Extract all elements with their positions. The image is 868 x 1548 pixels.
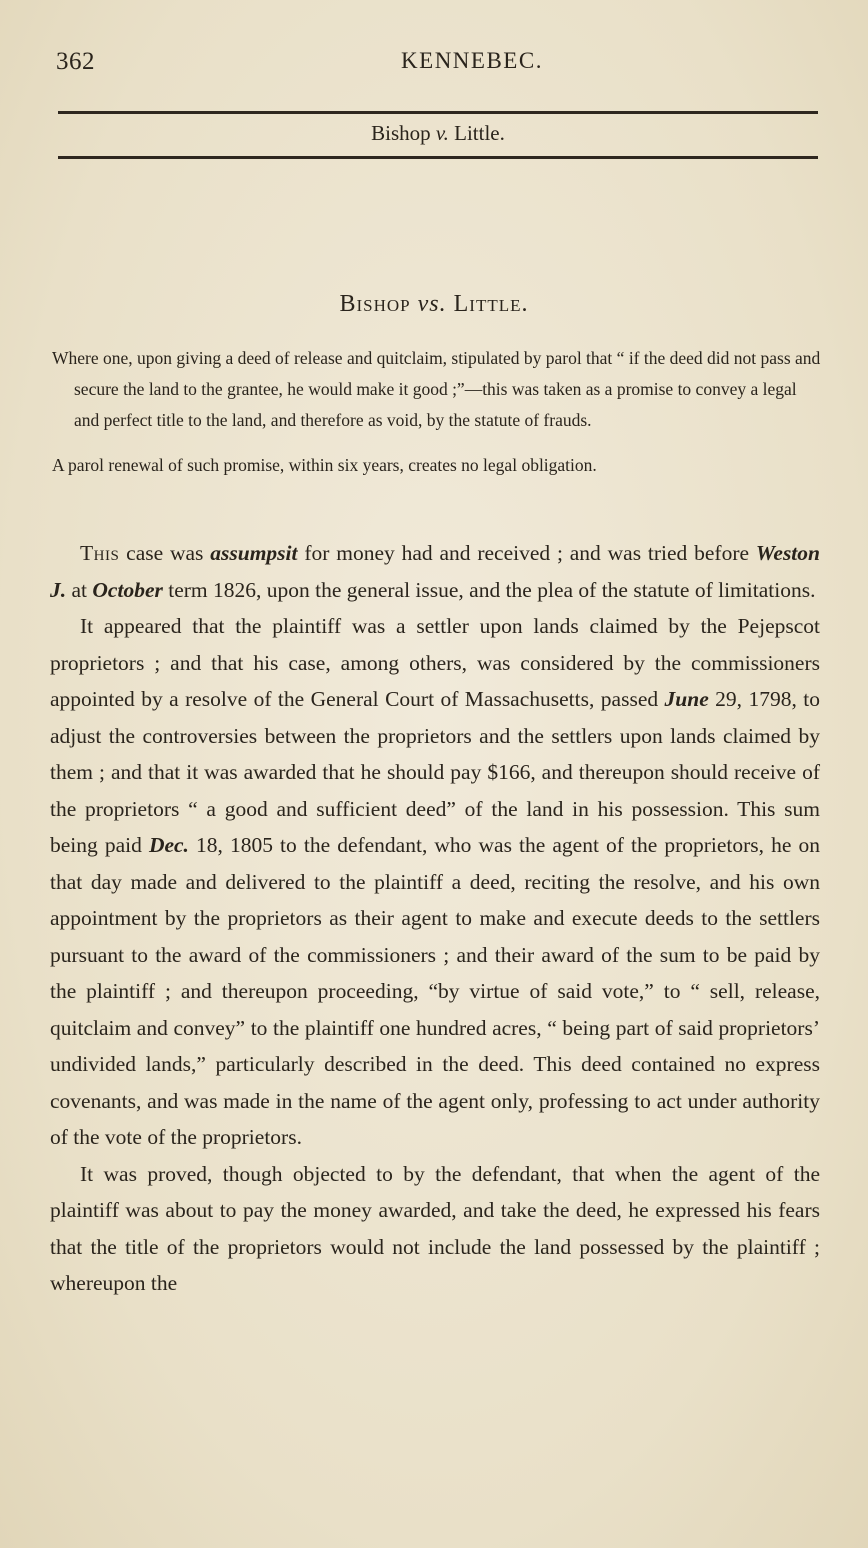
italic-run: Weston J. (50, 541, 820, 602)
headnotes (52, 343, 822, 481)
italic-run: Dec. (148, 833, 189, 857)
heading-party-right: Little. (453, 291, 529, 317)
caption-party-right: Little. (454, 121, 505, 145)
case-heading (0, 291, 868, 318)
text-run: It appeared that the plaintiff was a settler upon lands claimed by the Pejepscot proprietors ; and that his case, among others, was considered by the commissioners appointed by a resolve of the General Court of Massachusetts, passed (50, 614, 820, 711)
paragraph (50, 608, 820, 1156)
caption-versus: v. (435, 121, 449, 145)
text-run: term 1826, upon the general issue, and the plea of the statute of limitations. (162, 577, 816, 602)
body-text (50, 535, 820, 1302)
paragraph: It was proved, though objected to by the defendant, that when the agent of the plaintiff was about to pay the money awarded, and take the deed, he expressed his fears that the title of the proprietors would not include the land possessed by the plaintiff ; whereupon the (50, 1161, 820, 1295)
headnote: A parol renewal of such promise, within six years, creates no legal obligation. (52, 455, 597, 475)
page-number: 362 (56, 48, 95, 75)
paragraph (50, 535, 820, 608)
running-title: KENNEBEC. (401, 48, 543, 73)
paragraph-lead: This (80, 541, 120, 565)
text-run: for money had and received ; and was tried before (297, 541, 756, 565)
heading-party-left: Bishop (339, 291, 411, 317)
italic-run: October (92, 577, 163, 602)
headnote: Where one, upon giving a deed of release and quitclaim, stipulated by parol that “ if the deed did not pass and secure the land to the grantee, he would make it good ;”—this was taken as a promise to convey a legal and perfect title to the land, and therefore as void, by the statute of frauds. (52, 348, 821, 430)
italic-run: assumpsit (210, 541, 298, 565)
text-run: 29, 1798, to adjust the controversies between the proprietors and the settlers upon lands claimed by them ; and that it was awarded that he should pay $166, and thereupon should receive of the proprietors “ a good and sufficient deed” of the land in his possession. This sum being paid (50, 687, 821, 857)
heading-versus: vs. (417, 291, 447, 317)
text-run: at (66, 577, 93, 602)
caption-party-left: Bishop (371, 121, 431, 145)
case-caption (58, 121, 818, 146)
text-run: case was (119, 541, 211, 565)
italic-run: June (664, 687, 709, 711)
top-rule (58, 111, 818, 114)
text-run: 18, 1805 to the defendant, who was the agent of the proprietors, he on that day made and delivered to the plaintiff a deed, reciting the resolve, and his own appointment by the proprietors as their agent to make and execute deeds to the settlers pursuant to the award of the commissioners ; and their award of the sum to be paid by the plaintiff ; and thereupon proceeding, “by virtue of said vote,” to “ sell, release, quitclaim and convey” to the plaintiff one hundred acres, “ being part of said proprietors’ undivided lands,” particularly described in the deed. This deed contained no express covenants, and was made in the name of the agent only, professing to act under authority of the vote of the proprietors. (50, 833, 820, 1149)
running-head (56, 48, 818, 80)
bottom-rule (58, 156, 818, 159)
